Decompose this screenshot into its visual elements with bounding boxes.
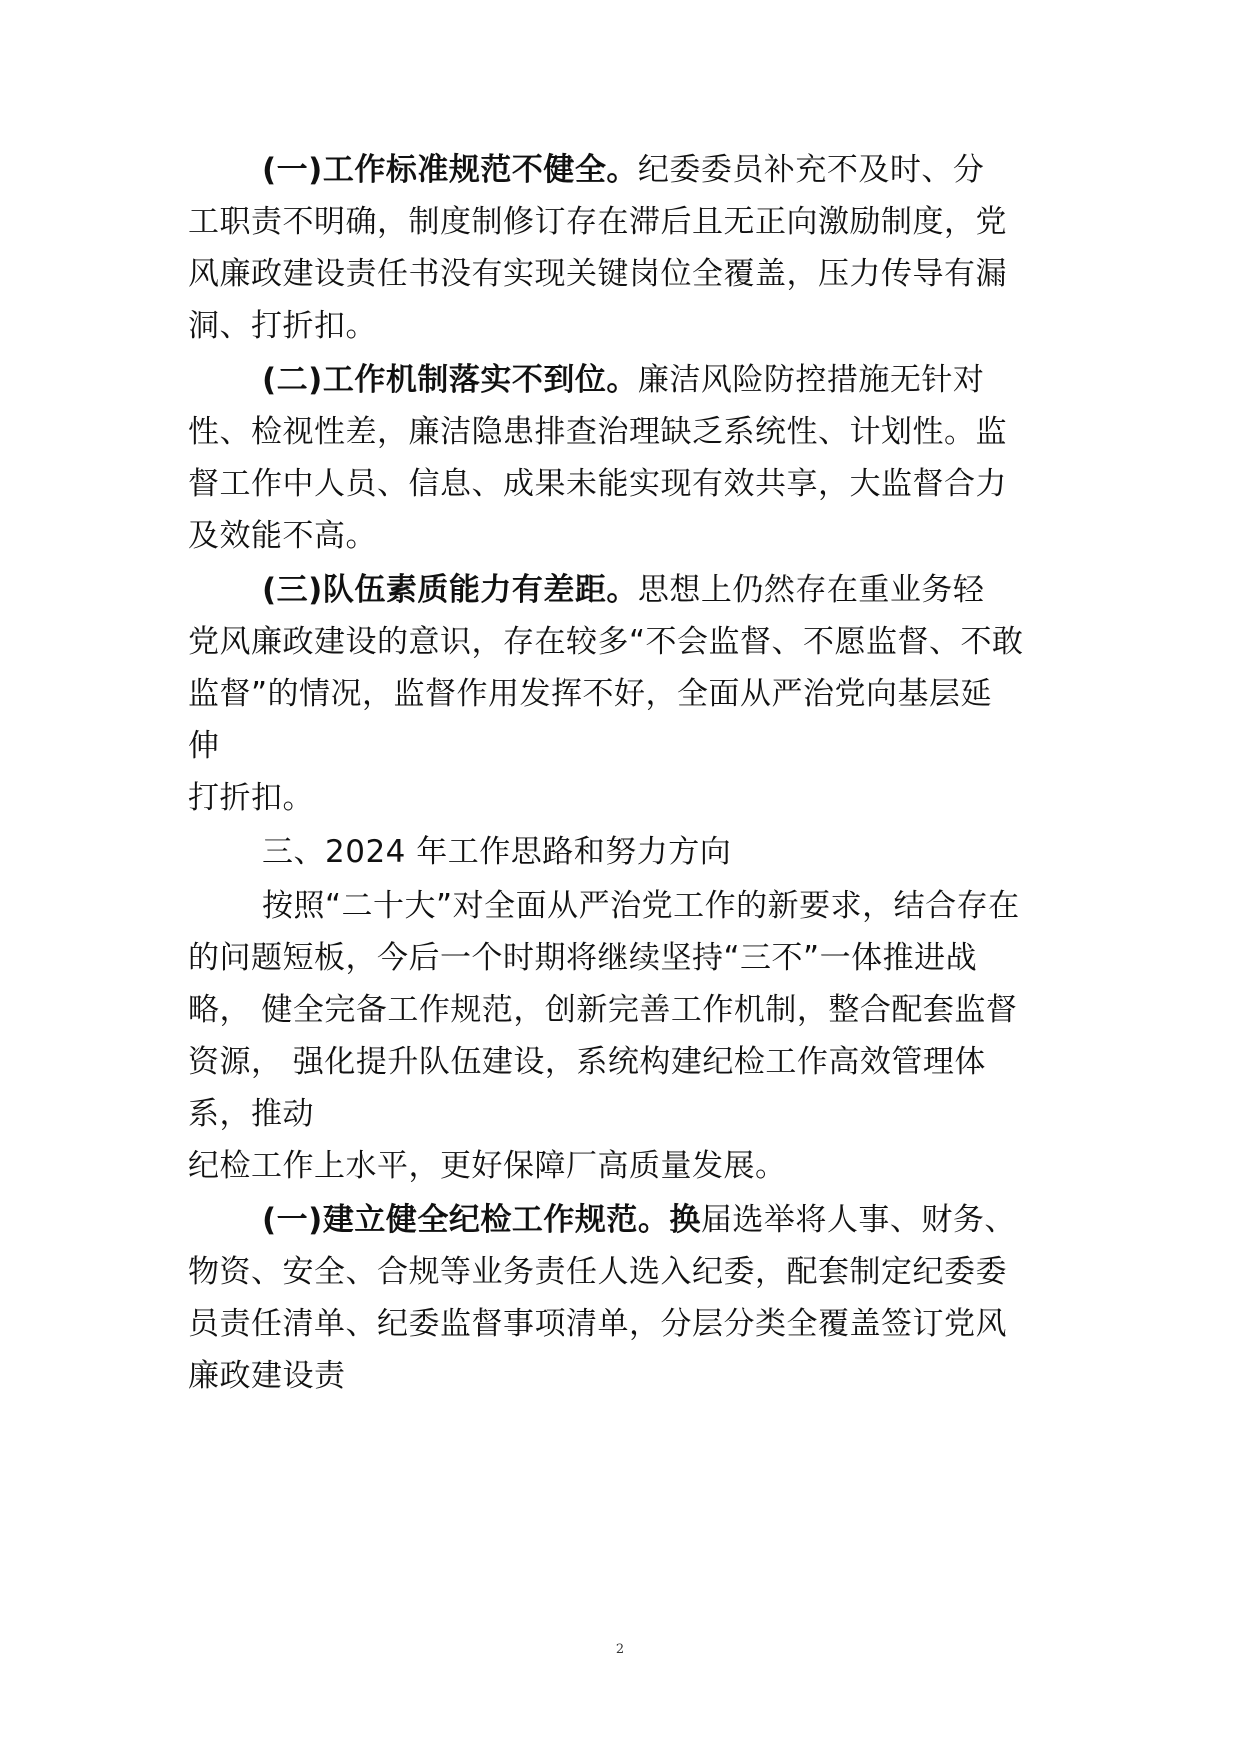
line-text: 党风廉政建设的意识，存在较多“不会监督、不愿监督、不敢 (188, 624, 1024, 660)
text-line (188, 674, 992, 714)
line-text: 工职责不明确，制度制修订存在滞后且无正向激励制度，党 (188, 204, 1007, 240)
text-line (188, 1252, 1007, 1292)
line-text: 纪委委员补充不及时、分 (637, 152, 985, 188)
text-line (188, 1146, 787, 1186)
page-number: 2 (615, 1642, 625, 1657)
line-text: 三、2024 年工作思路和努力方向 (262, 834, 732, 870)
section-heading: (一)工作标准规范不健全。 (262, 152, 638, 188)
line-text: 纪检工作上水平，更好保障厂高质量发展。 (188, 1148, 787, 1184)
text-line (188, 938, 977, 978)
text-line (188, 306, 377, 346)
section-title (262, 832, 731, 872)
text-line (262, 886, 1020, 926)
line-text: 风廉政建设责任书没有实现关键岗位全覆盖，压力传导有漏 (188, 256, 1007, 292)
line-text: 员责任清单、纪委监督事项清单，分层分类全覆盖签订党风 (188, 1306, 1007, 1342)
line-text: 伸 (188, 728, 220, 764)
text-line (188, 1304, 1007, 1344)
text-line (188, 622, 1024, 662)
text-line (188, 1094, 314, 1134)
text-line (188, 1356, 346, 1396)
line-text: 洞、打折扣。 (188, 308, 377, 344)
text-line (262, 1200, 1016, 1240)
text-line (262, 360, 984, 400)
text-line (188, 990, 1017, 1030)
line-text: 届选举将人事、财务、 (700, 1202, 1016, 1238)
line-text: 性、检视性差，廉洁隐患排查治理缺乏系统性、计划性。监 (188, 414, 1007, 450)
text-line (188, 254, 1007, 294)
text-line (262, 150, 984, 190)
text-line (188, 202, 1007, 242)
text-line (188, 726, 220, 766)
line-text: 资源， 强化提升队伍建设，系统构建纪检工作高效管理体 (188, 1044, 986, 1080)
line-text: 监督”的情况，监督作用发挥不好，全面从严治党向基层延 (188, 676, 993, 712)
section-heading: (一)建立健全纪检工作规范。换 (262, 1202, 701, 1238)
line-text: 督工作中人员、信息、成果未能实现有效共享，大监督合力 (188, 466, 1007, 502)
section-heading: (二)工作机制落实不到位。 (262, 362, 638, 398)
line-text: 系，推动 (188, 1096, 314, 1132)
line-text: 物资、安全、合规等业务责任人选入纪委，配套制定纪委委 (188, 1254, 1007, 1290)
line-text: 廉洁风险防控措施无针对 (637, 362, 985, 398)
line-text: 略， 健全完备工作规范，创新完善工作机制，整合配套监督 (188, 992, 1018, 1028)
text-line (188, 464, 1007, 504)
text-line (188, 1042, 986, 1082)
line-text: 按照“二十大”对全面从严治党工作的新要求，结合存在 (262, 888, 1020, 924)
line-text: 及效能不高。 (188, 518, 377, 554)
line-text: 的问题短板，今后一个时期将继续坚持“三不”一体推进战 (188, 940, 978, 976)
line-text: 打折扣。 (188, 780, 314, 816)
text-line (188, 516, 377, 556)
line-text: 廉政建设责 (188, 1358, 346, 1394)
text-line (188, 412, 1007, 452)
text-line (262, 570, 984, 610)
line-text: 思想上仍然存在重业务轻 (637, 572, 985, 608)
text-line (188, 778, 314, 818)
section-heading: (三)队伍素质能力有差距。 (262, 572, 638, 608)
